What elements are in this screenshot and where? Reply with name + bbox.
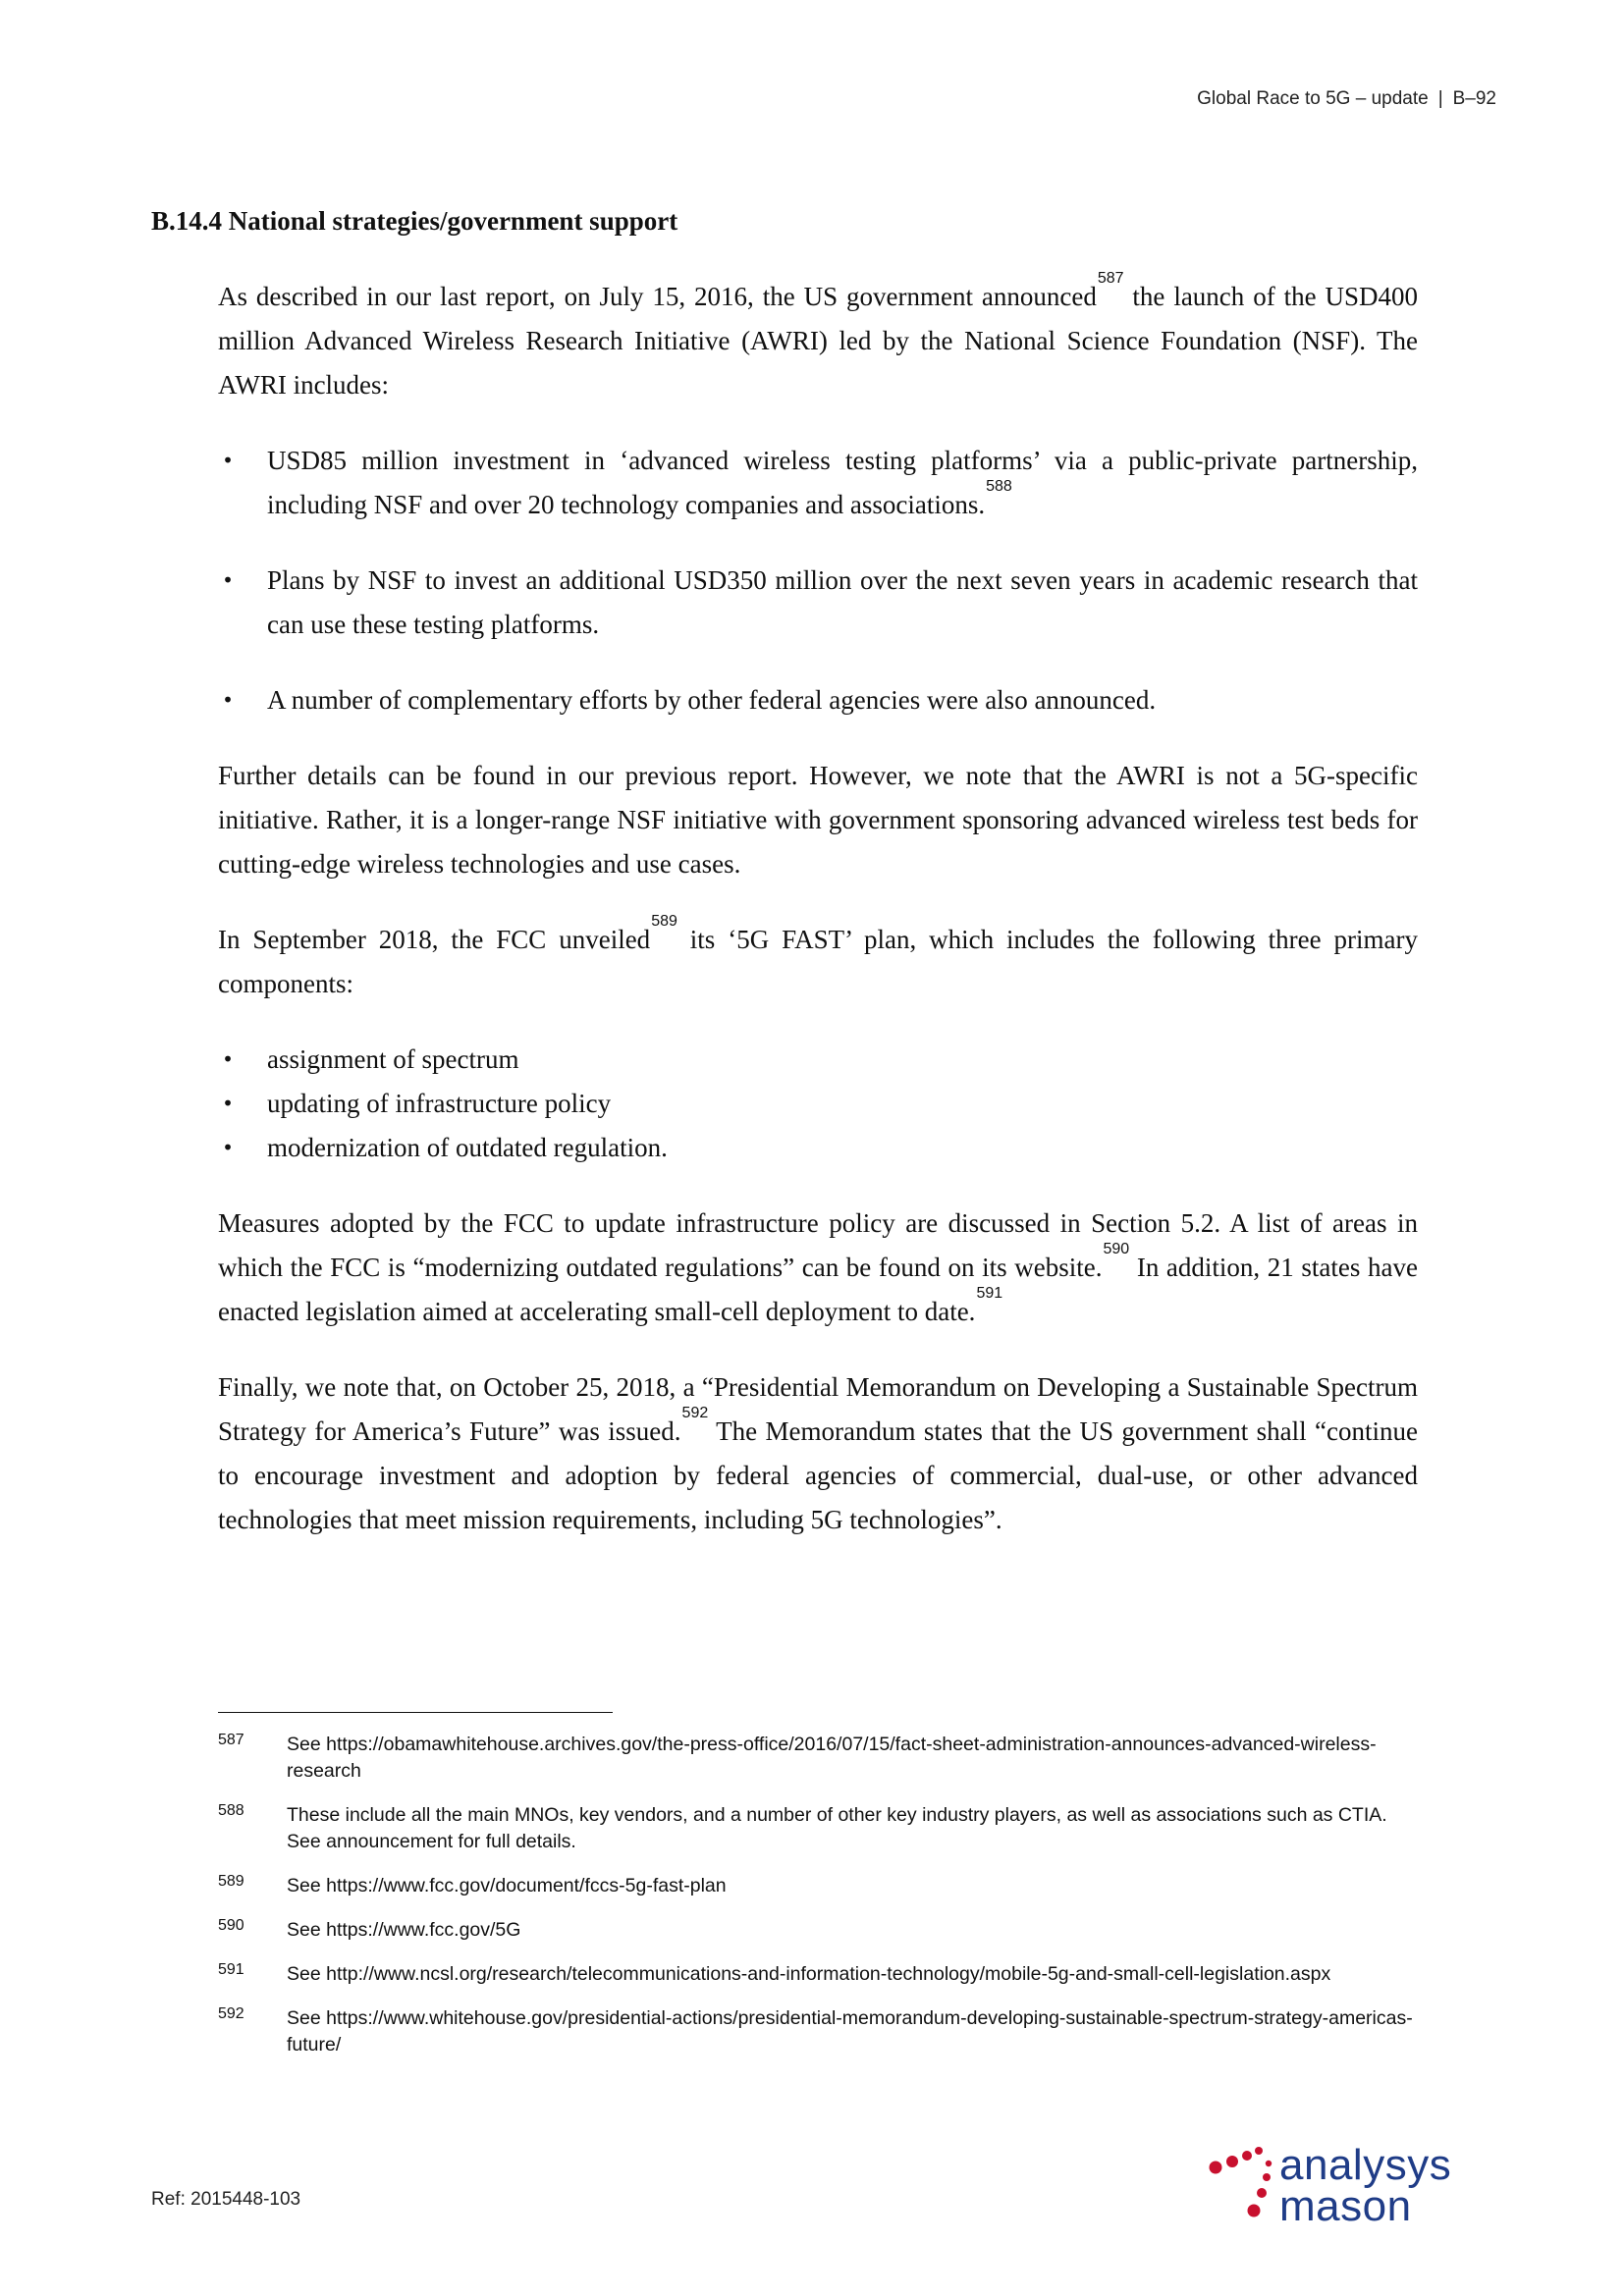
list-item: [218, 1126, 1418, 1170]
page-header: [1197, 88, 1496, 110]
list-item-text: USD85 million investment in ‘advanced wireless testing platforms’ via a public-private partnership, including NSF and over 20 technology companies and associations.: [267, 446, 1418, 519]
footnote-number: 587: [218, 1732, 244, 1748]
paragraph-measures: [218, 1201, 1418, 1334]
footnote-divider: [218, 1712, 613, 1713]
bullet-icon: •: [222, 449, 234, 472]
footnote-text[interactable]: See http://www.ncsl.org/research/telecommunications-and-information-technology/mobile-5g-and-small-cell-legislation.aspx: [287, 1963, 1331, 1985]
body-text: [218, 270, 1419, 1574]
list-item: [218, 1038, 1418, 1082]
footnote-text: These include all the main MNOs, key vendors, and a number of other key industry players, as well as associations such as CTIA. See announcement for full details.: [287, 1804, 1387, 1852]
bullet-icon: •: [222, 1092, 234, 1115]
paragraph-further-details: Further details can be found in our previous report. However, we note that the AWRI is not a 5G-specific initiative. Rather, it is a longer-range NSF initiative with government sponsoring advanced wireless test beds for cutting-edge wireless technologies and use cases.: [218, 761, 1418, 879]
footnote-ref-592[interactable]: 592: [681, 1405, 709, 1421]
footnote-number: 588: [218, 1802, 244, 1819]
document-title: Global Race to 5G – update: [1197, 88, 1429, 109]
logo-dots-icon: [1208, 2142, 1286, 2240]
list-item-text: updating of infrastructure policy: [267, 1089, 612, 1118]
footnote-588: [218, 1802, 1418, 1855]
footnote-592: [218, 2005, 1418, 2058]
page-number: B–92: [1452, 88, 1496, 109]
paragraph-text: its ‘5G FAST’ plan, which includes the following three primary components:: [218, 925, 1418, 998]
paragraph-memorandum: [218, 1365, 1418, 1542]
paragraph-5g-fast: [218, 913, 1418, 1006]
footnote-ref-591[interactable]: 591: [976, 1285, 1003, 1302]
bullet-icon: •: [222, 688, 234, 712]
document-reference: Ref: 2015448-103: [151, 2189, 301, 2210]
list-item-text: A number of complementary efforts by other federal agencies were also announced.: [267, 685, 1157, 715]
footnotes: [218, 1732, 1418, 2076]
paragraph-text: In September 2018, the FCC unveiled: [218, 925, 651, 954]
bullet-icon: •: [222, 1047, 234, 1071]
footnote-text[interactable]: See https://www.whitehouse.gov/presidential-actions/presidential-memorandum-developing-sustainable-spectrum-strategy-americas-future/: [287, 2007, 1413, 2056]
footnote-text[interactable]: See https://www.fcc.gov/document/fccs-5g-fast-plan: [287, 1875, 727, 1896]
footnote-number: 589: [218, 1873, 244, 1890]
list-item: [218, 439, 1418, 527]
list-item-text: Plans by NSF to invest an additional USD350 million over the next seven years in academic research that can use these testing platforms.: [267, 565, 1418, 639]
paragraph-text: The Memorandum states that the US government shall “continue to encourage investment and adoption by federal agencies of commercial, dual-use, or other advanced technologies that meet mission requirements, including 5G technologies”.: [218, 1416, 1419, 1534]
logo-text-mason: mason: [1279, 2182, 1412, 2230]
paragraph-text: As described in our last report, on July 15, 2016, the US government announced: [218, 282, 1097, 311]
paragraph-text: Measures adopted by the FCC to update infrastructure policy are discussed in Section 5.2. A list of areas in which the FCC is “modernizing outdated regulations” can be found on its website.: [218, 1208, 1418, 1282]
awri-bullet-list: [218, 439, 1418, 722]
footnote-text[interactable]: See https://www.fcc.gov/5G: [287, 1919, 521, 1941]
section-heading: B.14.4 National strategies/government support: [151, 206, 678, 236]
footnote-ref-588[interactable]: 588: [986, 478, 1012, 495]
paragraph-text: the launch of the USD400 million Advanced Wireless Research Initiative (AWRI) led by the National Science Foundation (NSF). The AWRI includes:: [218, 282, 1418, 400]
footnote-587: [218, 1732, 1418, 1785]
header-separator: |: [1437, 88, 1443, 109]
analysys-mason-logo: [1208, 2142, 1512, 2250]
footnote-number: 590: [218, 1917, 244, 1934]
footnote-number: 592: [218, 2005, 244, 2022]
paragraph-intro: [218, 270, 1418, 407]
list-item-text: assignment of spectrum: [267, 1044, 519, 1074]
footnote-ref-587[interactable]: 587: [1097, 270, 1124, 287]
footnote-589: [218, 1873, 1418, 1899]
list-item: [218, 678, 1418, 722]
footnote-number: 591: [218, 1961, 244, 1978]
list-item: [218, 1082, 1418, 1126]
footnote-590: [218, 1917, 1418, 1944]
paragraph-text: In addition, 21 states have enacted legislation aimed at accelerating small-cell deployment to date.: [218, 1253, 1418, 1326]
footnote-text[interactable]: See https://obamawhitehouse.archives.gov/the-press-office/2016/07/15/fact-sheet-administration-announces-advanced-wireless-research: [287, 1734, 1377, 1782]
bullet-icon: •: [222, 568, 234, 592]
fast-bullet-list: [218, 1038, 1418, 1170]
footnote-591: [218, 1961, 1418, 1988]
paragraph-text: Finally, we note that, on October 25, 2018, a “Presidential Memorandum on Developing a Sustainable Spectrum Strategy for America’s Future” was issued.: [218, 1372, 1418, 1446]
list-item: [218, 559, 1418, 647]
footnote-ref-589[interactable]: 589: [651, 913, 677, 930]
logo-text-analysys: analysys: [1279, 2141, 1452, 2189]
footnote-ref-590[interactable]: 590: [1103, 1241, 1130, 1257]
list-item-text: modernization of outdated regulation.: [267, 1133, 668, 1162]
bullet-icon: •: [222, 1136, 234, 1159]
